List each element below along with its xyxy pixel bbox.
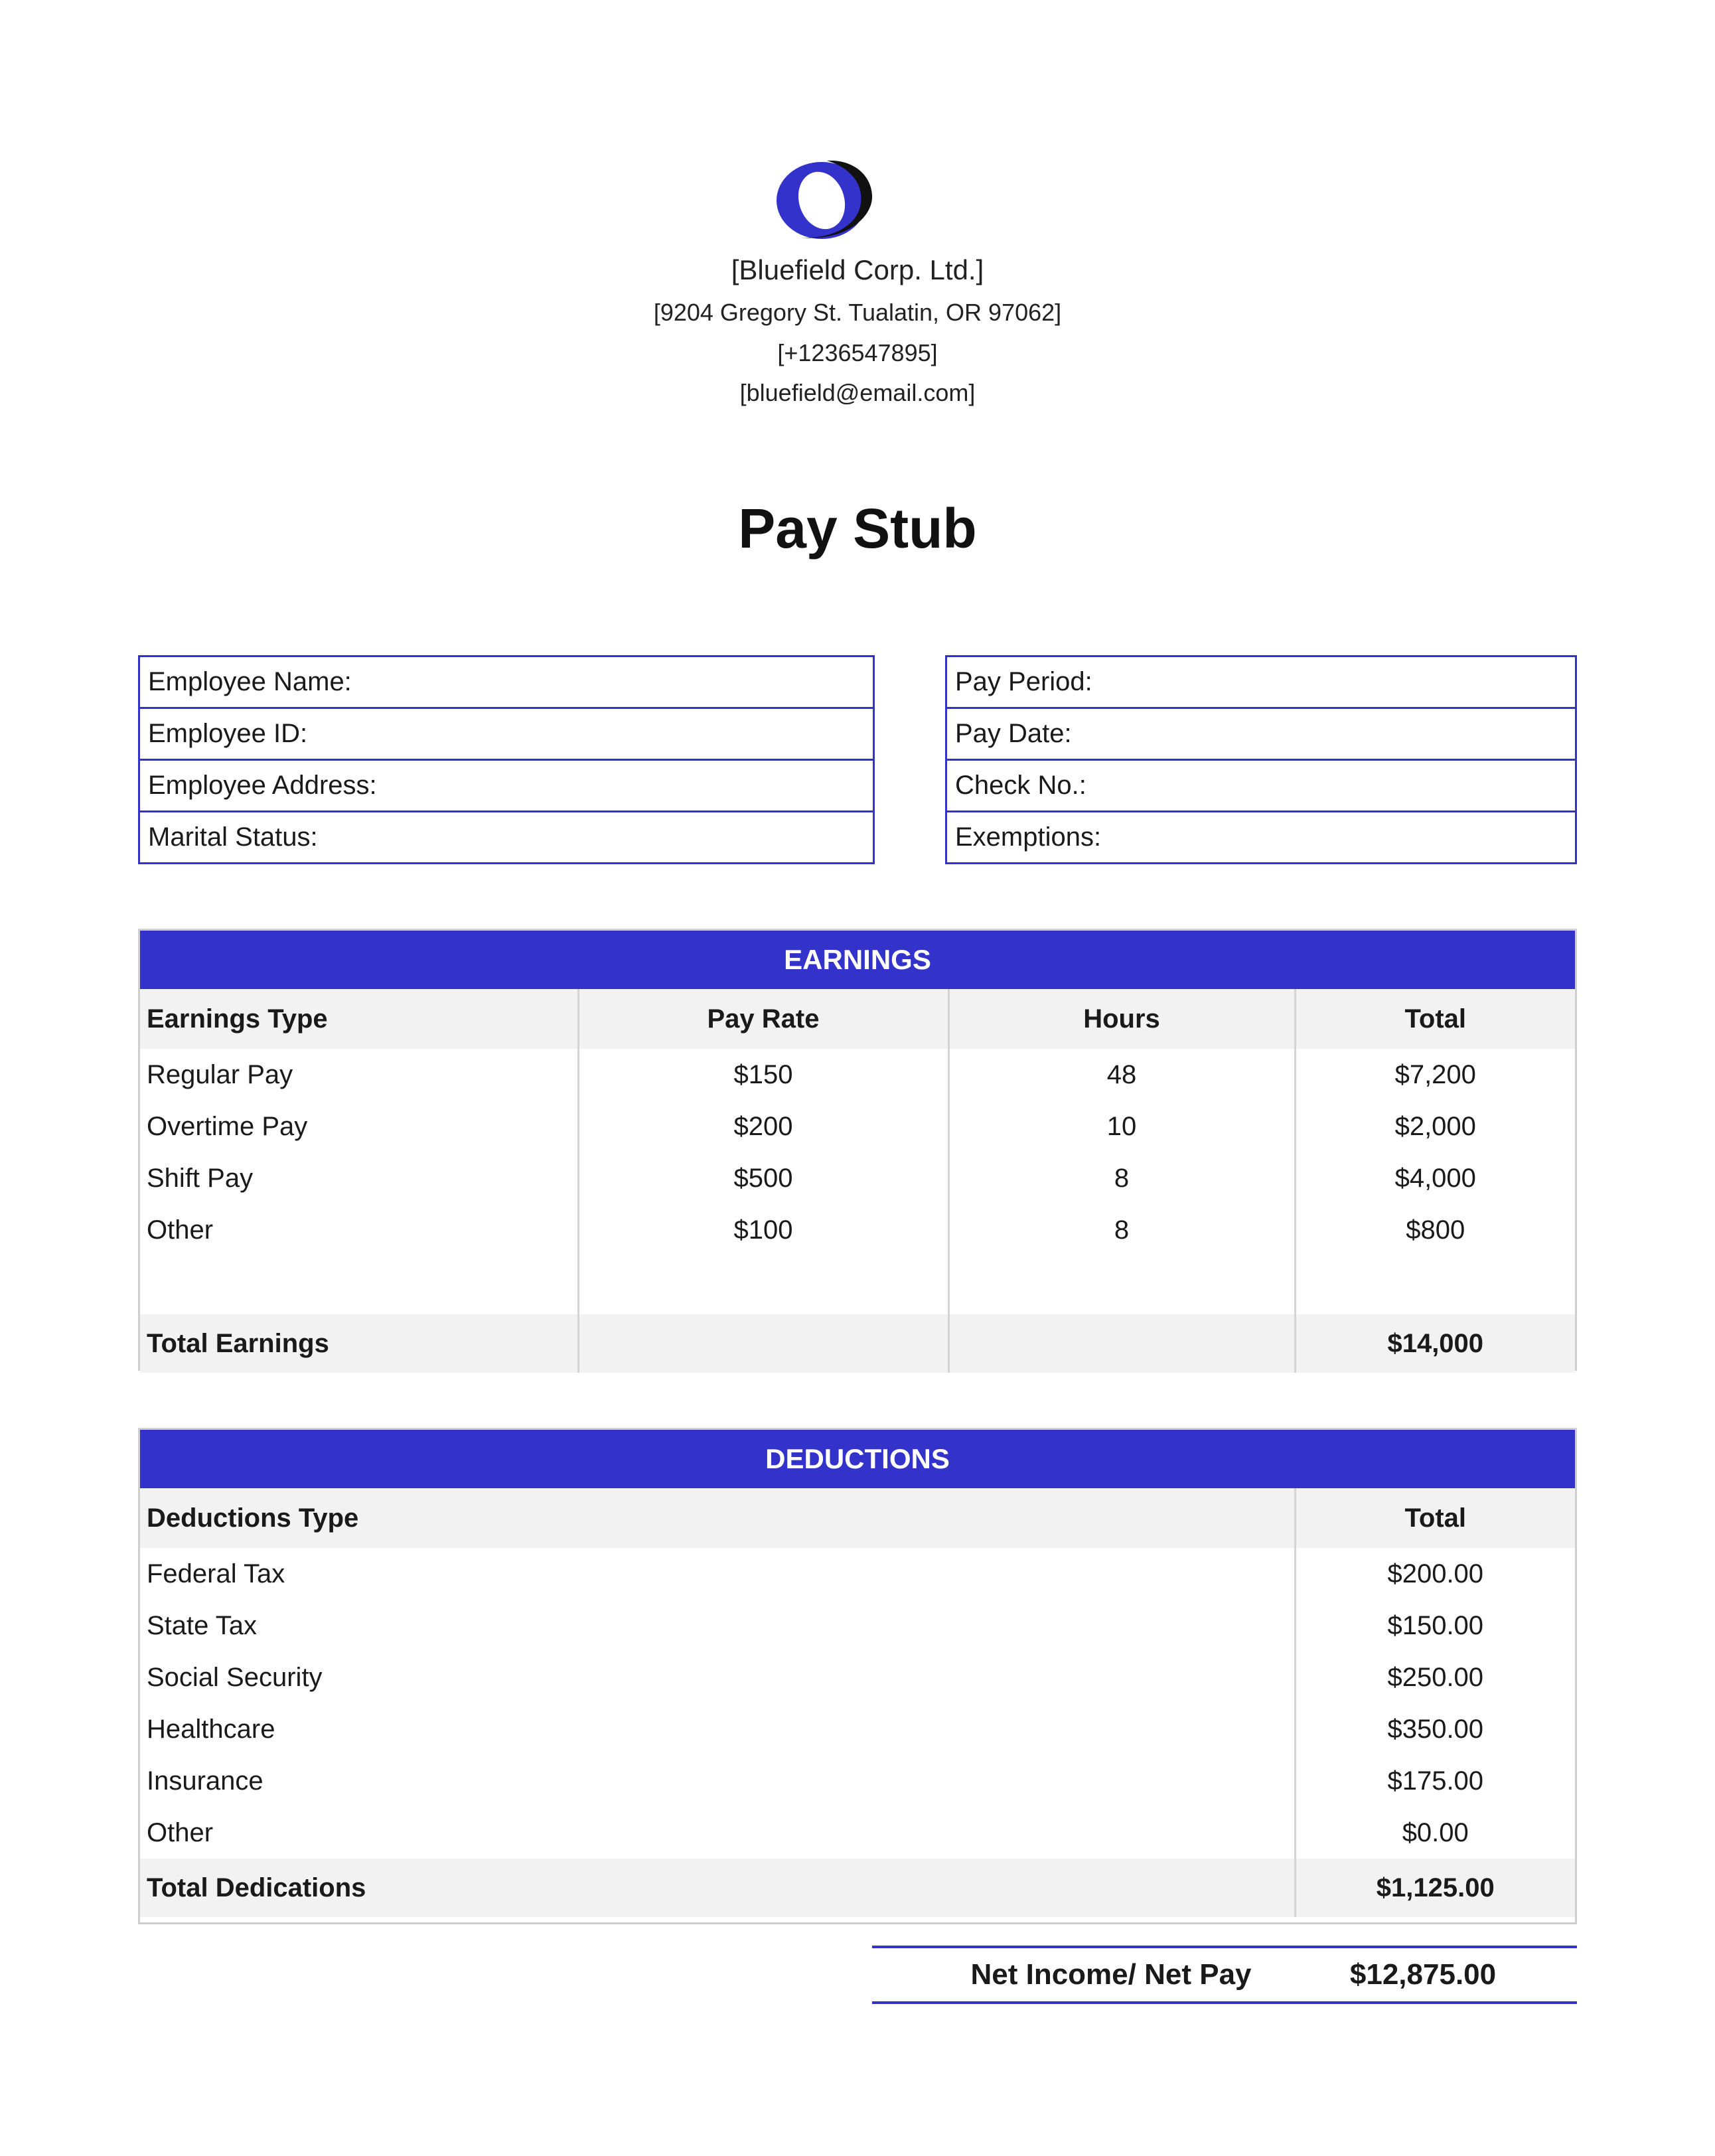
empty-cell bbox=[948, 1314, 1295, 1373]
deduction-type-cell: Insurance bbox=[140, 1755, 1295, 1807]
net-pay-label: Net Income/ Net Pay bbox=[970, 1958, 1252, 1991]
deduction-total-cell: $150.00 bbox=[1387, 1610, 1484, 1640]
pay-date-field[interactable]: Pay Date: bbox=[947, 709, 1575, 761]
employee-info-box bbox=[138, 655, 875, 864]
earnings-type-cell: Overtime Pay bbox=[140, 1101, 578, 1152]
deductions-table bbox=[138, 1428, 1577, 1924]
deductions-grid bbox=[140, 1488, 1575, 1917]
empty-cell bbox=[140, 1256, 578, 1314]
total-cell: $4,000 bbox=[1394, 1163, 1476, 1193]
earnings-column-headers bbox=[140, 989, 1575, 1049]
earnings-grid bbox=[140, 989, 1575, 1373]
column-header: Total bbox=[1295, 1488, 1575, 1548]
empty-cell bbox=[578, 1256, 948, 1314]
deductions-column-headers bbox=[140, 1488, 1575, 1548]
employee-id-field[interactable]: Employee ID: bbox=[140, 709, 873, 761]
pay-rate-cell: $200 bbox=[578, 1101, 948, 1152]
table-row bbox=[140, 1204, 1575, 1256]
total-deductions-value: $1,125.00 bbox=[1295, 1859, 1575, 1917]
hours-cell: 8 bbox=[948, 1204, 1295, 1256]
company-address: [9204 Gregory St. Tualatin, OR 97062] bbox=[653, 299, 1062, 326]
table-row bbox=[140, 1703, 1575, 1755]
deduction-total-cell: $175.00 bbox=[1387, 1766, 1484, 1796]
hours-cell: 10 bbox=[948, 1101, 1295, 1152]
table-row bbox=[140, 1049, 1575, 1101]
column-header: Total bbox=[1295, 989, 1575, 1049]
company-phone: [+1236547895] bbox=[777, 339, 938, 366]
empty-cell bbox=[1295, 1256, 1575, 1314]
hours-cell: 8 bbox=[948, 1152, 1295, 1204]
company-email: [bluefield@email.com] bbox=[739, 379, 976, 406]
deduction-type-cell: Other bbox=[140, 1807, 1295, 1859]
earnings-type-cell: Shift Pay bbox=[140, 1152, 578, 1204]
total-cell: $800 bbox=[1406, 1215, 1465, 1245]
table-row bbox=[140, 1152, 1575, 1204]
employee-address-field[interactable]: Employee Address: bbox=[140, 761, 873, 812]
column-header: Pay Rate bbox=[578, 989, 948, 1049]
pay-rate-cell: $500 bbox=[578, 1152, 948, 1204]
document-title: Pay Stub bbox=[738, 497, 977, 560]
company-name: [Bluefield Corp. Ltd.] bbox=[731, 254, 984, 285]
empty-row bbox=[140, 1256, 1575, 1314]
empty-cell bbox=[948, 1256, 1295, 1314]
employee-name-field[interactable]: Employee Name: bbox=[140, 657, 873, 709]
earnings-total-row bbox=[140, 1314, 1575, 1373]
column-header: Hours bbox=[948, 989, 1295, 1049]
empty-cell bbox=[578, 1314, 948, 1373]
exemptions-field[interactable]: Exemptions: bbox=[955, 822, 1102, 852]
pay-rate-cell: $100 bbox=[578, 1204, 948, 1256]
hours-cell: 48 bbox=[948, 1049, 1295, 1101]
earnings-type-cell: Other bbox=[140, 1204, 578, 1256]
table-row bbox=[140, 1652, 1575, 1703]
deductions-total-row bbox=[140, 1859, 1575, 1917]
net-pay-value: $12,875.00 bbox=[1349, 1958, 1497, 1991]
table-row bbox=[140, 1600, 1575, 1652]
ring-logo-icon bbox=[774, 157, 873, 244]
total-cell: $7,200 bbox=[1394, 1059, 1476, 1089]
earnings-type-cell: Regular Pay bbox=[140, 1049, 578, 1101]
earnings-header: EARNINGS bbox=[140, 931, 1575, 989]
earnings-table bbox=[138, 929, 1577, 1371]
table-row bbox=[140, 1807, 1575, 1859]
pay-rate-cell: $150 bbox=[578, 1049, 948, 1101]
deductions-header: DEDUCTIONS bbox=[140, 1430, 1575, 1488]
pay-period-field[interactable]: Pay Period: bbox=[947, 657, 1575, 709]
table-row bbox=[140, 1548, 1575, 1600]
table-row bbox=[140, 1755, 1575, 1807]
total-deductions-label: Total Dedications bbox=[140, 1859, 1295, 1917]
deduction-type-cell: Federal Tax bbox=[140, 1548, 1295, 1600]
column-header: Deductions Type bbox=[140, 1488, 1295, 1548]
marital-status-field[interactable]: Marital Status: bbox=[148, 822, 318, 852]
deduction-type-cell: State Tax bbox=[140, 1600, 1295, 1652]
column-header: Earnings Type bbox=[140, 989, 578, 1049]
total-earnings-value: $14,000 bbox=[1295, 1314, 1575, 1373]
deduction-type-cell: Healthcare bbox=[140, 1703, 1295, 1755]
deduction-total-cell: $0.00 bbox=[1402, 1817, 1469, 1847]
table-row bbox=[140, 1101, 1575, 1152]
pay-info-box bbox=[945, 655, 1577, 864]
deduction-total-cell: $350.00 bbox=[1387, 1714, 1484, 1744]
total-earnings-label: Total Earnings bbox=[140, 1314, 578, 1373]
deduction-total-cell: $250.00 bbox=[1387, 1662, 1484, 1692]
deduction-type-cell: Social Security bbox=[140, 1652, 1295, 1703]
net-pay-row bbox=[872, 1946, 1577, 2004]
deduction-total-cell: $200.00 bbox=[1387, 1559, 1484, 1588]
check-no-field[interactable]: Check No.: bbox=[947, 761, 1575, 812]
total-cell: $2,000 bbox=[1394, 1111, 1476, 1141]
